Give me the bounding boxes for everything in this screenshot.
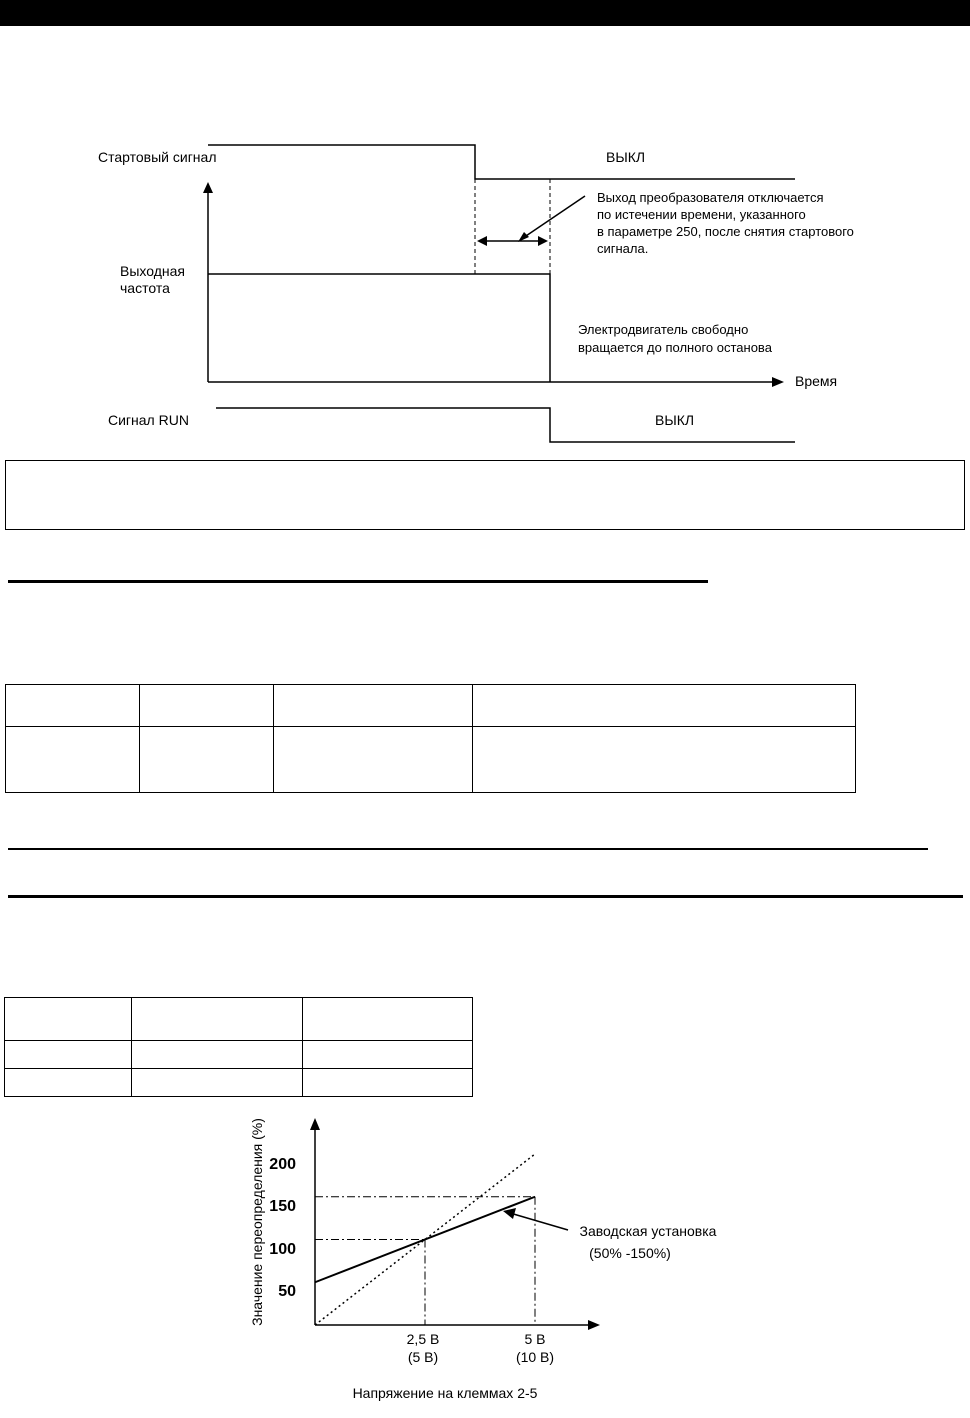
chart-callout-leader — [510, 1213, 568, 1230]
chart-callout-arrow-icon — [503, 1208, 516, 1219]
x-tick-sublabel-5v: (5 В) — [407, 1349, 439, 1365]
output-frequency-line-1: Выходная — [120, 263, 185, 279]
annotation-line-2: по истечении времени, указанного — [597, 207, 806, 222]
annotation-line-3: в параметре 250, после снятия стартового — [597, 224, 854, 239]
annotation-line-1: Выход преобразователя отключается — [597, 190, 824, 205]
chart-annotation-line-2: (50% -150%) — [589, 1245, 671, 1261]
x-tick-sublabel-10v: (10 В) — [515, 1349, 555, 1365]
y-tick-label-50: 50 — [278, 1283, 296, 1300]
off-label-bottom: ВЫКЛ — [655, 412, 695, 428]
motor-line-1: Электродвигатель свободно — [578, 322, 749, 337]
motor-line-2: вращается до полного останова — [578, 340, 772, 355]
run-signal-label: Сигнал RUN — [108, 412, 189, 428]
y-tick-label-100: 100 — [269, 1241, 296, 1258]
chart-xlabel: Напряжение на клеммах 2-5 — [352, 1385, 538, 1401]
y-tick-label-150: 150 — [269, 1198, 296, 1215]
off-label-top: ВЫКЛ — [606, 149, 646, 165]
chart-x-axis-arrow-icon — [588, 1320, 600, 1330]
chart-y-axis-arrow-icon — [310, 1118, 320, 1130]
x-tick-label-5v: 5 В — [524, 1331, 546, 1347]
start-signal-label: Стартовый сигнал — [98, 149, 217, 165]
annotation-line-4: сигнала. — [597, 241, 649, 256]
y-tick-label-200: 200 — [269, 1156, 296, 1173]
time-label: Время — [795, 373, 838, 389]
x-tick-label-2-5v: 2,5 В — [406, 1331, 440, 1347]
chart-annotation-line-1: Заводская установка — [579, 1223, 717, 1239]
output-frequency-line-2: частота — [120, 280, 170, 296]
chart-ylabel: Значение переопределения (%) — [249, 1118, 265, 1326]
